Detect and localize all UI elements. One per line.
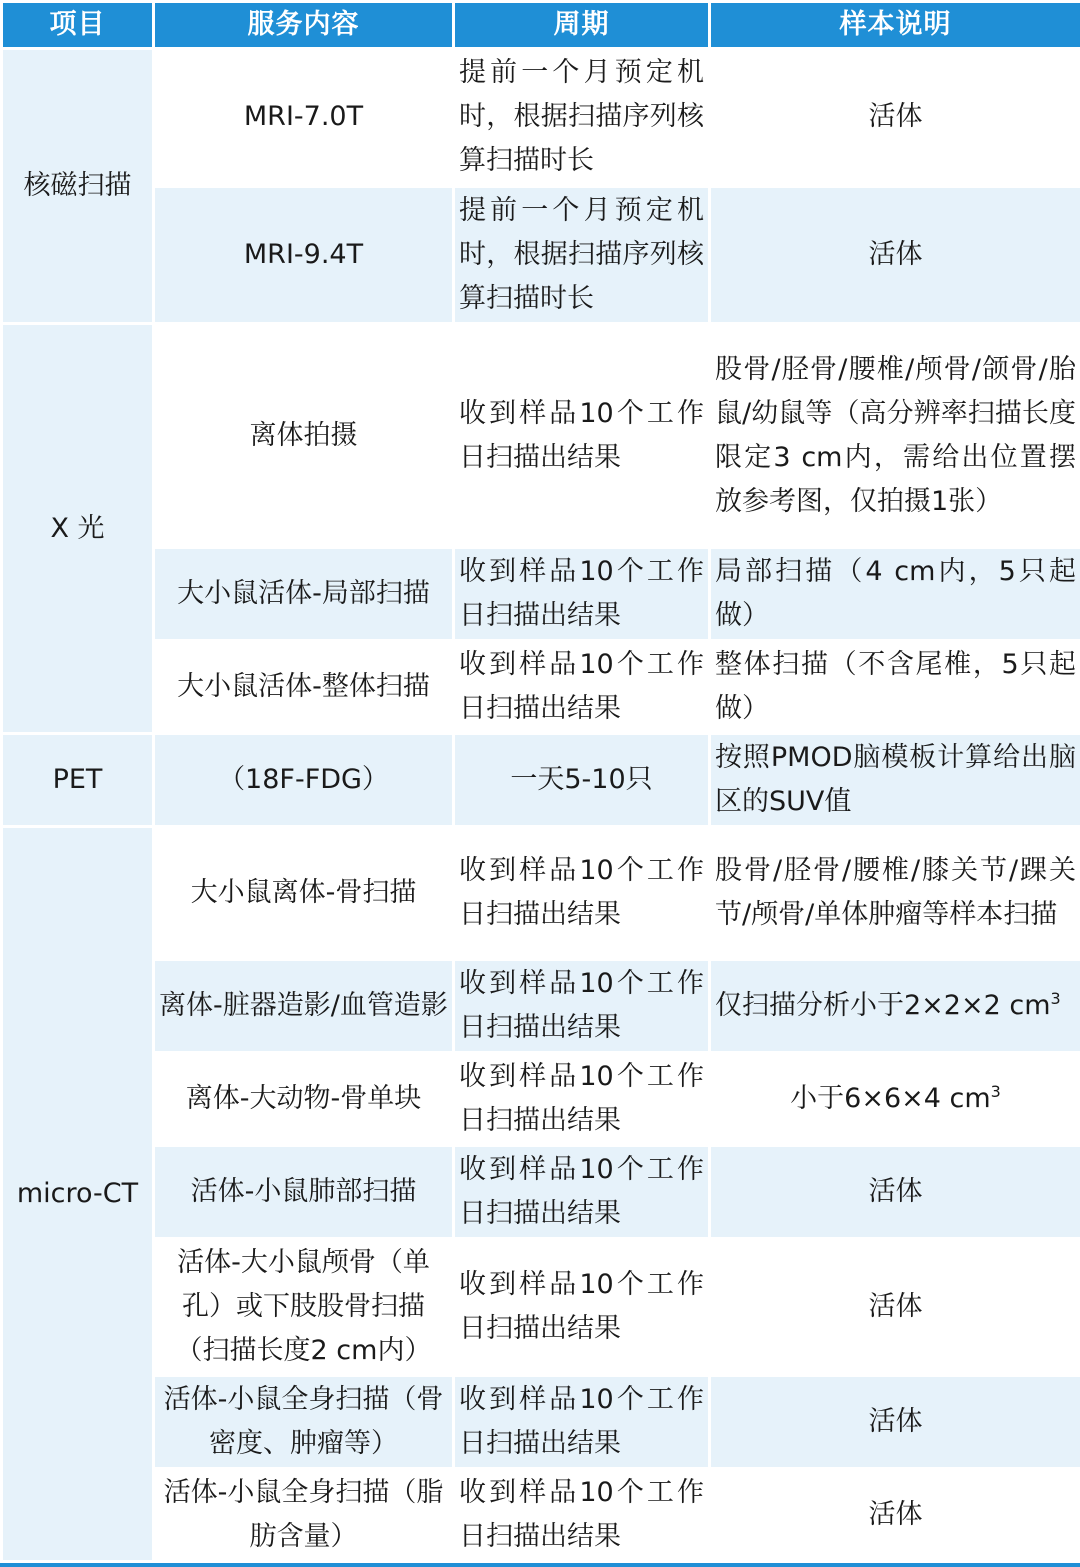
period-cell: 收到样品10个工作日扫描出结果 [455, 549, 708, 639]
period-cell: 收到样品10个工作日扫描出结果 [455, 642, 708, 732]
superscript: 3 [990, 1082, 1001, 1101]
sample-text: 小于6×6×4 cm [790, 1083, 991, 1114]
bottom-rule [0, 1563, 1080, 1567]
header-service: 服务内容 [155, 3, 452, 47]
service-cell: MRI-7.0T [155, 50, 452, 185]
period-cell: 收到样品10个工作日扫描出结果 [455, 1054, 708, 1144]
service-cell: 离体-脏器造影/血管造影 [155, 961, 452, 1051]
header-row [3, 3, 1080, 47]
sample-cell [711, 961, 1080, 1051]
sample-cell: 股骨/胫骨/腰椎/颅骨/颌骨/胎鼠/幼鼠等（高分辨率扫描长度限定3 cm内，需给出位置摆放参考图，仅拍摄1张） [711, 325, 1080, 546]
service-cell: 大小鼠离体-骨扫描 [155, 828, 452, 958]
header-sample: 样本说明 [711, 3, 1080, 47]
service-cell: 离体拍摄 [155, 325, 452, 546]
table-row [3, 1054, 1080, 1144]
table-row [3, 961, 1080, 1051]
service-cell: 大小鼠活体-整体扫描 [155, 642, 452, 732]
service-cell: 活体-大小鼠颅骨（单孔）或下肢股骨扫描（扫描长度2 cm内） [155, 1240, 452, 1374]
table-row [3, 549, 1080, 639]
table-row [3, 1470, 1080, 1560]
table-row [3, 50, 1080, 185]
period-cell: 提前一个月预定机时，根据扫描序列核算扫描时长 [455, 50, 708, 185]
table-row [3, 642, 1080, 732]
service-cell: 离体-大动物-骨单块 [155, 1054, 452, 1144]
table-row [3, 828, 1080, 958]
sample-cell: 活体 [711, 1147, 1080, 1237]
sample-cell: 活体 [711, 50, 1080, 185]
period-cell: 收到样品10个工作日扫描出结果 [455, 961, 708, 1051]
table-row [3, 1147, 1080, 1237]
sample-cell: 活体 [711, 1377, 1080, 1467]
table-row [3, 1240, 1080, 1374]
group-label-ct: micro-CT [3, 828, 152, 1560]
superscript: 3 [1050, 989, 1061, 1008]
sample-cell: 活体 [711, 1470, 1080, 1560]
header-project: 项目 [3, 3, 152, 47]
sample-text: 仅扫描分析小于2×2×2 cm [715, 990, 1051, 1021]
sample-cell: 股骨/胫骨/腰椎/膝关节/踝关节/颅骨/单体肿瘤等样本扫描 [711, 828, 1080, 958]
group-label-mri: 核磁扫描 [3, 50, 152, 322]
period-cell: 收到样品10个工作日扫描出结果 [455, 1147, 708, 1237]
service-cell: 活体-小鼠肺部扫描 [155, 1147, 452, 1237]
period-cell: 收到样品10个工作日扫描出结果 [455, 1240, 708, 1374]
sample-cell: 活体 [711, 188, 1080, 323]
service-cell: MRI-9.4T [155, 188, 452, 323]
sample-cell: 局部扫描（4 cm内，5只起做） [711, 549, 1080, 639]
service-cell: 活体-小鼠全身扫描（骨密度、肿瘤等） [155, 1377, 452, 1467]
header-period: 周期 [455, 3, 708, 47]
group-label-pet: PET [3, 735, 152, 825]
period-cell: 收到样品10个工作日扫描出结果 [455, 828, 708, 958]
service-cell: 活体-小鼠全身扫描（脂肪含量） [155, 1470, 452, 1560]
sample-cell [711, 1054, 1080, 1144]
table-row [3, 1377, 1080, 1467]
period-cell: 一天5-10只 [455, 735, 708, 825]
sample-cell: 整体扫描（不含尾椎，5只起做） [711, 642, 1080, 732]
table-row [3, 188, 1080, 323]
period-cell: 提前一个月预定机时，根据扫描序列核算扫描时长 [455, 188, 708, 323]
group-label-xray: X 光 [3, 325, 152, 732]
table-row [3, 735, 1080, 825]
sample-cell: 按照PMOD脑模板计算给出脑区的SUV值 [711, 735, 1080, 825]
service-cell: （18F-FDG） [155, 735, 452, 825]
sample-cell: 活体 [711, 1240, 1080, 1374]
period-cell: 收到样品10个工作日扫描出结果 [455, 1470, 708, 1560]
period-cell: 收到样品10个工作日扫描出结果 [455, 325, 708, 546]
table-row [3, 325, 1080, 546]
period-cell: 收到样品10个工作日扫描出结果 [455, 1377, 708, 1467]
service-cell: 大小鼠活体-局部扫描 [155, 549, 452, 639]
